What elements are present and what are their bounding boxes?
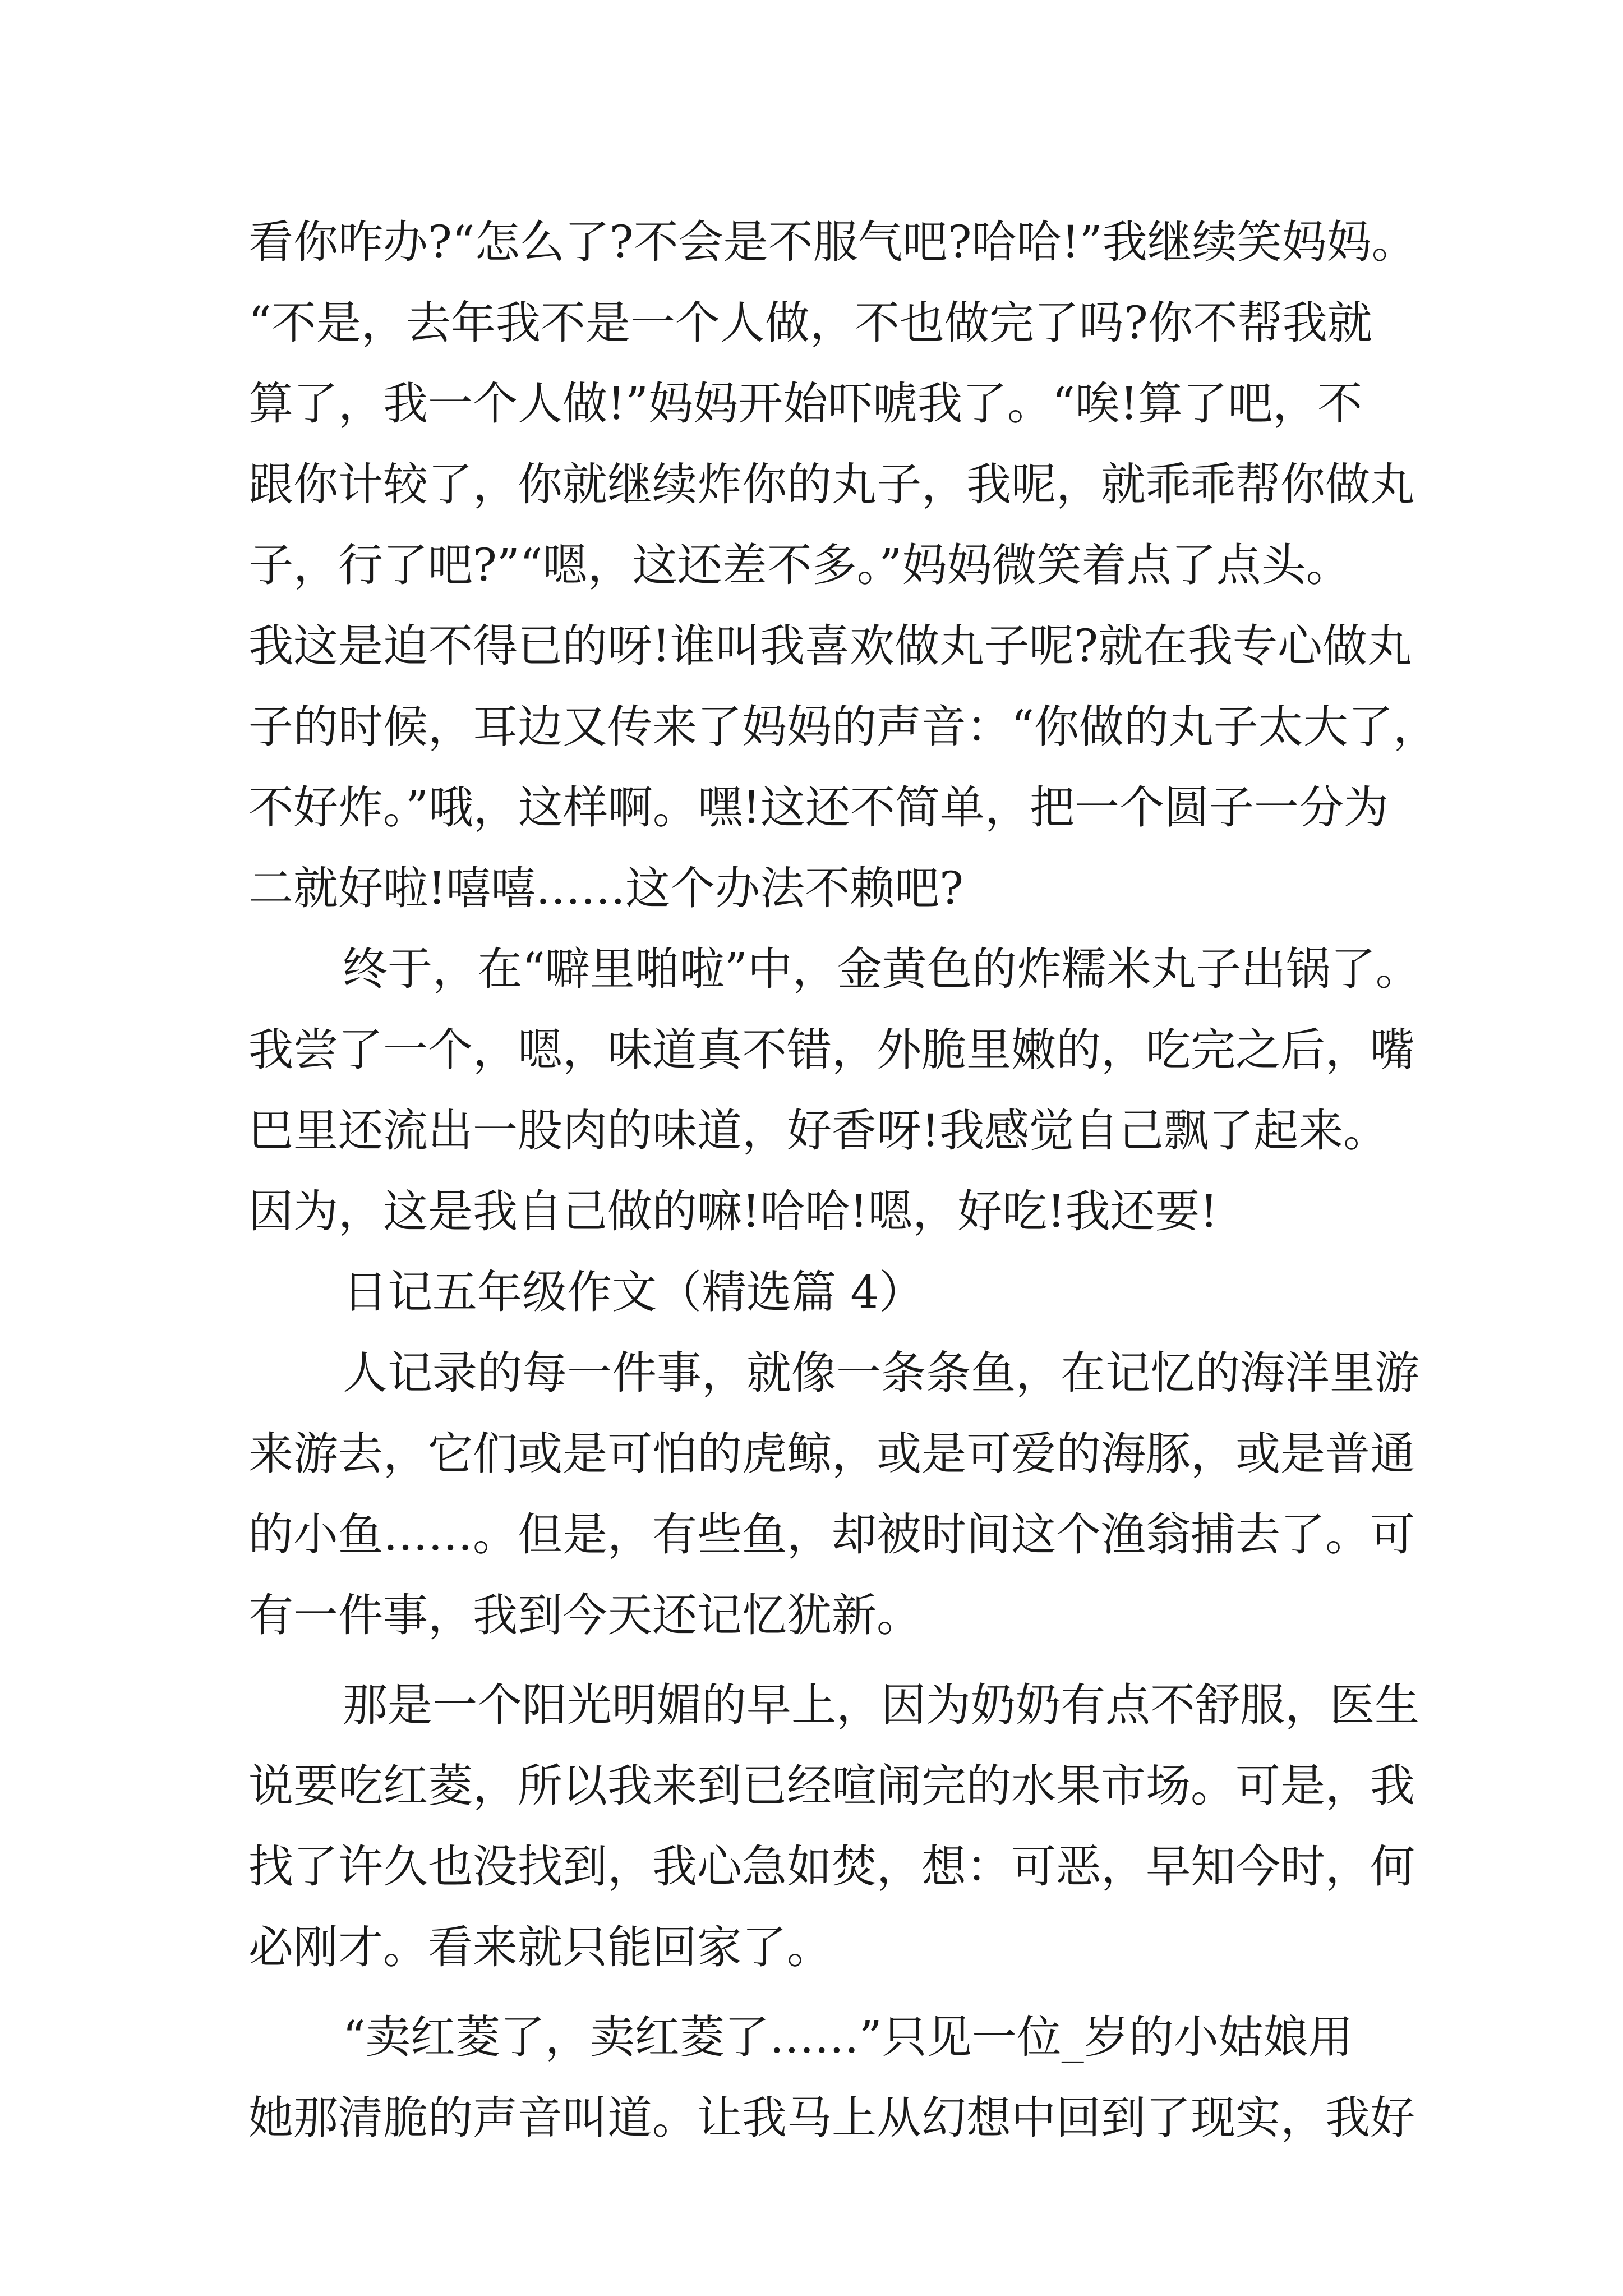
heading-text: 日记五年级作文（精选篇 4） [343,1266,924,1318]
paragraph [248,929,1421,1252]
text-line: 子，行了吧?”“嗯，这还差不多。”妈妈微笑着点了点头。 [248,539,1351,591]
text-line: 那是一个阳光明媚的早上，因为奶奶有点不舒服，医生 [343,1679,1419,1731]
text-line: “不是，去年我不是一个人做，不也做完了吗?你不帮我就 [248,297,1372,349]
text-line: 人记录的每一件事，就像一条条鱼，在记忆的海洋里游 [343,1347,1419,1399]
text-line: 说要吃红菱，所以我来到已经喧闹完的水果市场。可是，我 [248,1760,1415,1812]
text-line: 算了，我一个人做!”妈妈开始吓唬我了。“唉!算了吧，不 [248,378,1363,430]
paragraph-spacer [248,1988,1387,1997]
paragraph-spacer [248,1656,1387,1665]
text-line: 的小鱼……。但是，有些鱼，却被时间这个渔翁捕去了。可 [248,1508,1415,1561]
text-line: 看你咋办?“怎么了?不会是不服气吧?哈哈!”我继续笑妈妈。 [248,216,1417,268]
paragraph [248,202,1438,929]
text-line: 因为，这是我自己做的嘛!哈哈!嗯，好吃!我还要! [248,1185,1218,1237]
text-line: 不好炸。”哦，这样啊。嘿!这还不简单，把一个圆子一分为 [248,781,1389,834]
text-line: 有一件事，我到今天还记忆犹新。 [248,1589,921,1641]
text-line: 她那清脆的声音叫道。让我马上从幻想中回到了现实，我好 [248,2092,1415,2144]
text-line: 巴里还流出一股肉的味道，好香呀!我感觉自己飘了起来。 [248,1105,1389,1157]
text-line: 找了许久也没找到，我心急如焚，想：可恶，早知今时，何 [248,1841,1415,1893]
text-line: 子的时候，耳边又传来了妈妈的声音：“你做的丸子太大了， [248,701,1438,753]
text-line: 来游去，它们或是可怕的虎鲸，或是可爱的海豚，或是普通 [248,1428,1415,1480]
text-line: 必刚才。看来就只能回家了。 [248,1921,832,1973]
paragraph [248,1665,1419,1988]
text-line: 终于，在“噼里啪啦”中，金黄色的炸糯米丸子出锅了。 [343,943,1421,995]
text-line: “卖红菱了，卖红菱了……”只见一位_岁的小姑娘用 [343,2011,1353,2063]
text-line: 我尝了一个，嗯，味道真不错，外脆里嫩的，吃完之后，嘴 [248,1024,1415,1076]
text-line: 跟你计较了，你就继续炸你的丸子，我呢，就乖乖帮你做丸 [248,458,1415,510]
section-heading [248,1252,1387,1333]
text-line: 我这是迫不得已的呀!谁叫我喜欢做丸子呢?就在我专心做丸 [248,620,1413,672]
paragraph [248,1997,1415,2159]
paragraph [248,1333,1419,1656]
text-line: 二就好啦!嘻嘻……这个办法不赖吧? [248,862,964,914]
document-body [248,202,1438,2159]
